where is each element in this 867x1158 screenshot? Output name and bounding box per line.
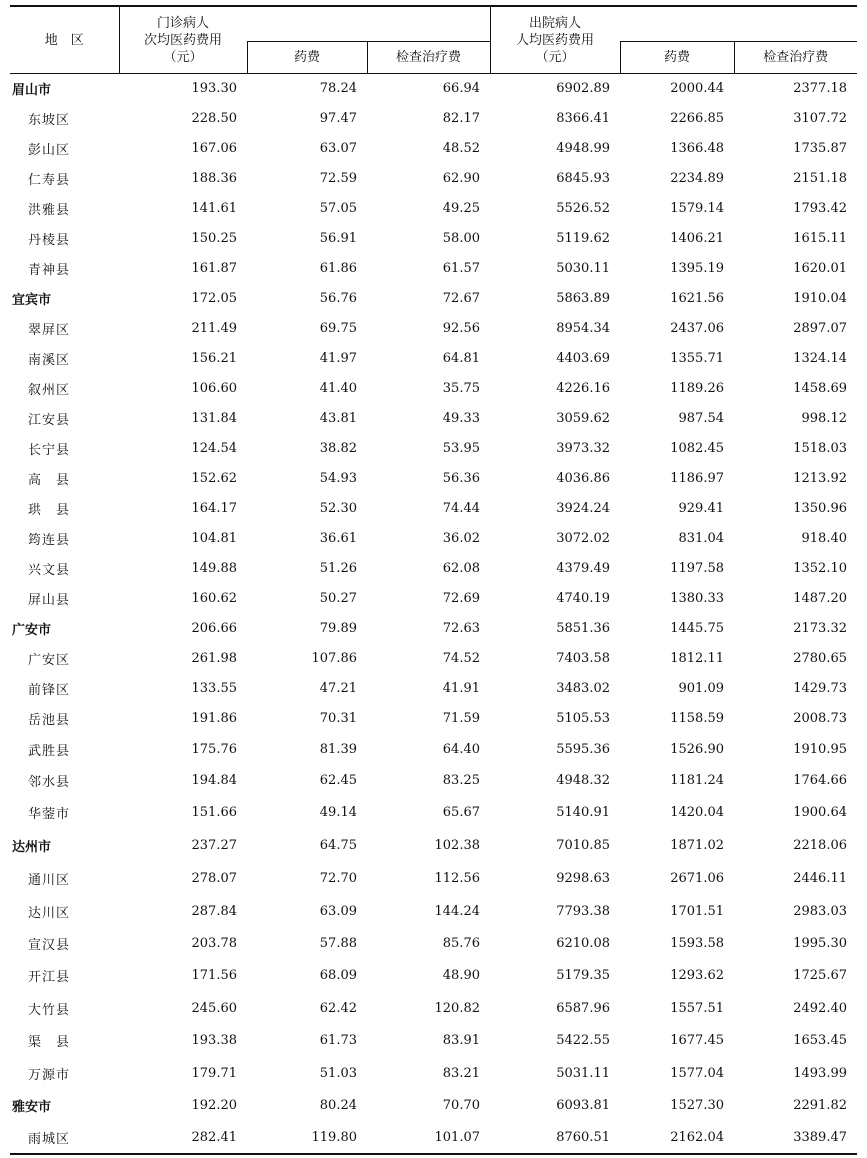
inpatient-drug-cell: 1406.21 (670, 231, 724, 246)
header-inpatient-breakdown-spacer (620, 6, 857, 42)
outpatient-exam-cell: 74.44 (442, 501, 480, 516)
outpatient-exam-cell: 120.82 (434, 1000, 480, 1016)
header-outpatient-line-3: （元） (163, 49, 203, 65)
outpatient-exam-cell: 49.25 (442, 201, 480, 216)
outpatient-exam-cell: 82.17 (442, 111, 480, 126)
outpatient-drug-cell: 56.91 (319, 231, 357, 246)
inpatient-exam-cell: 1793.42 (793, 201, 847, 216)
inpatient-exam-cell: 2780.65 (793, 651, 847, 666)
inpatient-cost-cell: 8954.34 (556, 321, 610, 336)
inpatient-cost-cell: 5031.11 (556, 1065, 610, 1081)
inpatient-cost-cell: 4403.69 (556, 351, 610, 366)
header-inpatient-cost (490, 6, 620, 74)
outpatient-exam-cell: 144.24 (434, 903, 480, 919)
region-name: 岳池县 (28, 713, 71, 728)
outpatient-exam-cell: 83.25 (442, 773, 480, 788)
region-name: 叙州区 (28, 383, 71, 398)
outpatient-cost-cell: 106.60 (191, 381, 237, 396)
county-row (10, 104, 857, 134)
outpatient-exam-cell: 49.33 (442, 411, 480, 426)
inpatient-exam-cell: 2291.82 (793, 1098, 847, 1113)
outpatient-cost-cell: 228.50 (191, 111, 237, 126)
inpatient-exam-cell: 1620.01 (793, 261, 847, 276)
inpatient-cost-cell: 8366.41 (556, 111, 610, 126)
inpatient-cost-cell: 4226.16 (556, 381, 610, 396)
region-name: 达州市 (12, 839, 52, 855)
county-row (10, 344, 857, 374)
inpatient-drug-cell: 901.09 (678, 681, 724, 696)
outpatient-exam-cell: 62.90 (442, 171, 480, 186)
inpatient-exam-cell: 1352.10 (793, 561, 847, 576)
outpatient-drug-cell: 97.47 (319, 111, 357, 126)
inpatient-drug-cell: 1557.51 (670, 1000, 724, 1016)
outpatient-cost-cell: 156.21 (191, 351, 237, 366)
inpatient-cost-cell: 7793.38 (556, 903, 610, 919)
county-row (10, 194, 857, 224)
region-name: 大竹县 (28, 1002, 71, 1018)
inpatient-drug-cell: 1812.11 (670, 651, 724, 666)
inpatient-drug-cell: 1380.33 (670, 591, 724, 606)
region-name: 渠 县 (28, 1035, 71, 1050)
inpatient-exam-cell: 1324.14 (793, 351, 847, 366)
inpatient-exam-cell: 1725.67 (793, 968, 847, 983)
region-name: 彭山区 (28, 143, 71, 158)
inpatient-cost-cell: 5030.11 (556, 261, 610, 276)
inpatient-exam-cell: 1518.03 (793, 441, 847, 456)
inpatient-cost-cell: 6093.81 (556, 1098, 610, 1113)
outpatient-exam-cell: 66.94 (442, 81, 480, 97)
region-name: 达川区 (28, 905, 71, 921)
outpatient-drug-cell: 61.73 (319, 1033, 357, 1048)
header-outpatient-exam: 检查治疗费 (367, 42, 490, 74)
region-name: 广安市 (12, 623, 52, 638)
inpatient-exam-cell: 2492.40 (793, 1000, 847, 1016)
region-name: 东坡区 (28, 113, 71, 128)
inpatient-cost-cell: 6845.93 (556, 171, 610, 186)
county-row (10, 1057, 857, 1090)
region-name: 江安县 (28, 413, 71, 428)
inpatient-cost-cell: 5526.52 (556, 201, 610, 216)
outpatient-drug-cell: 72.59 (319, 171, 357, 186)
outpatient-exam-cell: 72.63 (442, 621, 480, 636)
inpatient-exam-cell: 2008.73 (793, 711, 847, 726)
region-name: 广安区 (28, 653, 71, 668)
inpatient-cost-cell: 9298.63 (556, 870, 610, 886)
county-row (10, 314, 857, 344)
region-name: 宣汉县 (28, 938, 71, 953)
outpatient-exam-cell: 58.00 (442, 231, 480, 246)
city-row (10, 1090, 857, 1122)
header-outpatient-cost (119, 6, 247, 74)
region-name: 武胜县 (28, 743, 71, 759)
inpatient-drug-cell: 987.54 (678, 411, 724, 426)
inpatient-exam-cell: 1615.11 (793, 231, 847, 246)
inpatient-drug-cell: 1420.04 (670, 805, 724, 820)
inpatient-cost-cell: 5119.62 (556, 231, 610, 246)
outpatient-drug-cell: 62.42 (319, 1000, 357, 1016)
outpatient-cost-cell: 141.61 (191, 201, 237, 216)
county-row (10, 862, 857, 895)
outpatient-cost-cell: 149.88 (191, 561, 237, 576)
outpatient-cost-cell: 179.71 (191, 1065, 237, 1081)
inpatient-exam-cell: 1764.66 (793, 773, 847, 788)
inpatient-exam-cell: 1995.30 (793, 936, 847, 951)
outpatient-cost-cell: 193.38 (191, 1033, 237, 1048)
inpatient-cost-cell: 5140.91 (556, 805, 610, 820)
outpatient-cost-cell: 191.86 (191, 711, 237, 726)
outpatient-drug-cell: 36.61 (319, 531, 357, 546)
outpatient-cost-cell: 152.62 (191, 471, 237, 486)
outpatient-drug-cell: 64.75 (319, 837, 357, 853)
outpatient-drug-cell: 38.82 (319, 441, 357, 456)
inpatient-drug-cell: 1527.30 (670, 1098, 724, 1113)
header-outpatient-line-1: 门诊病人 (156, 15, 209, 31)
header-inpatient-exam: 检查治疗费 (734, 42, 857, 74)
outpatient-drug-cell: 52.30 (319, 501, 357, 516)
outpatient-cost-cell: 175.76 (191, 741, 237, 757)
outpatient-drug-cell: 72.70 (319, 870, 357, 886)
outpatient-cost-cell: 193.30 (191, 81, 237, 97)
inpatient-drug-cell: 1082.45 (670, 441, 724, 456)
outpatient-exam-cell: 85.76 (442, 936, 480, 951)
inpatient-drug-cell: 1395.19 (670, 261, 724, 276)
county-row (10, 134, 857, 164)
outpatient-cost-cell: 161.87 (191, 261, 237, 276)
inpatient-cost-cell: 3059.62 (556, 411, 610, 426)
table-header (10, 6, 857, 74)
city-row (10, 74, 857, 104)
region-name: 华蓥市 (28, 807, 71, 822)
county-row (10, 674, 857, 704)
region-name: 万源市 (28, 1067, 71, 1083)
outpatient-exam-cell: 92.56 (442, 321, 480, 336)
inpatient-drug-cell: 1621.56 (670, 291, 724, 306)
outpatient-exam-cell: 112.56 (434, 870, 480, 886)
outpatient-cost-cell: 194.84 (191, 773, 237, 788)
outpatient-drug-cell: 50.27 (319, 591, 357, 606)
region-name: 长宁县 (28, 443, 71, 458)
county-row (10, 992, 857, 1025)
inpatient-drug-cell: 1526.90 (670, 741, 724, 757)
outpatient-cost-cell: 164.17 (191, 501, 237, 516)
region-name: 筠连县 (28, 533, 71, 548)
inpatient-exam-cell: 2983.03 (793, 903, 847, 919)
outpatient-drug-cell: 107.86 (311, 651, 357, 666)
inpatient-exam-cell: 2897.07 (793, 321, 847, 336)
inpatient-drug-cell: 1677.45 (670, 1033, 724, 1048)
outpatient-exam-cell: 65.67 (442, 805, 480, 820)
city-row (10, 829, 857, 862)
county-row (10, 734, 857, 765)
county-row (10, 254, 857, 284)
outpatient-drug-cell: 79.89 (319, 621, 357, 636)
outpatient-drug-cell: 70.31 (319, 711, 357, 726)
county-row (10, 554, 857, 584)
outpatient-cost-cell: 160.62 (191, 591, 237, 606)
inpatient-drug-cell: 831.04 (678, 531, 724, 546)
county-row (10, 960, 857, 992)
county-row (10, 494, 857, 524)
statistics-table-wrapper (10, 5, 857, 1155)
outpatient-cost-cell: 131.84 (191, 411, 237, 426)
outpatient-cost-cell: 278.07 (191, 870, 237, 886)
region-name: 丹棱县 (28, 233, 71, 248)
outpatient-exam-cell: 71.59 (442, 711, 480, 726)
inpatient-exam-cell: 2173.32 (793, 621, 847, 636)
county-row (10, 404, 857, 434)
inpatient-cost-cell: 3924.24 (556, 501, 610, 516)
region-name: 仁寿县 (28, 173, 71, 188)
inpatient-drug-cell: 2000.44 (670, 81, 724, 97)
inpatient-exam-cell: 1350.96 (793, 501, 847, 516)
outpatient-cost-cell: 237.27 (191, 837, 237, 853)
outpatient-drug-cell: 80.24 (319, 1098, 357, 1113)
inpatient-exam-cell: 1910.95 (793, 741, 847, 757)
inpatient-cost-cell: 5179.35 (556, 968, 610, 983)
inpatient-cost-cell: 4948.32 (556, 773, 610, 788)
inpatient-exam-cell: 2377.18 (793, 81, 847, 97)
outpatient-drug-cell: 81.39 (319, 741, 357, 757)
outpatient-exam-cell: 41.91 (442, 681, 480, 696)
outpatient-cost-cell: 188.36 (191, 171, 237, 186)
inpatient-cost-cell: 7403.58 (556, 651, 610, 666)
region-name: 青神县 (28, 263, 71, 278)
inpatient-cost-cell: 4379.49 (556, 561, 610, 576)
outpatient-exam-cell: 74.52 (442, 651, 480, 666)
inpatient-cost-cell: 4036.86 (556, 471, 610, 486)
outpatient-drug-cell: 51.26 (319, 561, 357, 576)
outpatient-cost-cell: 151.66 (191, 805, 237, 820)
inpatient-exam-cell: 3107.72 (793, 111, 847, 126)
county-row (10, 1025, 857, 1057)
outpatient-cost-cell: 203.78 (191, 936, 237, 951)
outpatient-cost-cell: 124.54 (191, 441, 237, 456)
outpatient-exam-cell: 64.40 (442, 741, 480, 757)
inpatient-cost-cell: 4740.19 (556, 591, 610, 606)
inpatient-drug-cell: 1871.02 (670, 837, 724, 853)
region-name: 兴文县 (28, 563, 71, 578)
inpatient-exam-cell: 1429.73 (793, 681, 847, 696)
outpatient-drug-cell: 51.03 (319, 1065, 357, 1081)
inpatient-exam-cell: 918.40 (801, 531, 847, 546)
outpatient-exam-cell: 48.52 (442, 141, 480, 156)
inpatient-drug-cell: 1181.24 (670, 773, 724, 788)
region-name: 眉山市 (12, 83, 52, 99)
inpatient-drug-cell: 1366.48 (670, 141, 724, 156)
region-name: 邻水县 (28, 775, 71, 790)
city-row (10, 284, 857, 314)
region-name: 翠屏区 (28, 323, 71, 338)
outpatient-exam-cell: 64.81 (442, 351, 480, 366)
inpatient-cost-cell: 3483.02 (556, 681, 610, 696)
inpatient-drug-cell: 1355.71 (670, 351, 724, 366)
outpatient-exam-cell: 53.95 (442, 441, 480, 456)
region-name: 宜宾市 (12, 293, 52, 308)
header-inpatient-line-3: （元） (535, 49, 575, 65)
inpatient-cost-cell: 4948.99 (556, 141, 610, 156)
outpatient-cost-cell: 211.49 (191, 321, 237, 336)
header-outpatient-breakdown-spacer (247, 6, 490, 42)
inpatient-exam-cell: 1487.20 (793, 591, 847, 606)
outpatient-cost-cell: 167.06 (191, 141, 237, 156)
outpatient-cost-cell: 192.20 (191, 1098, 237, 1113)
county-row (10, 644, 857, 674)
outpatient-drug-cell: 119.80 (247, 1122, 367, 1154)
outpatient-drug-cell: 68.09 (319, 968, 357, 983)
inpatient-cost-cell: 5863.89 (556, 291, 610, 306)
outpatient-cost-cell: 104.81 (191, 531, 237, 546)
inpatient-drug-cell: 1579.14 (670, 201, 724, 216)
region-name: 屏山县 (28, 593, 71, 608)
outpatient-exam-cell: 72.69 (442, 591, 480, 606)
region-name: 珙 县 (28, 503, 71, 518)
inpatient-cost-cell: 5105.53 (556, 711, 610, 726)
inpatient-drug-cell: 2437.06 (670, 321, 724, 336)
region-name: 雨城区 (10, 1122, 119, 1154)
inpatient-cost-cell: 5595.36 (556, 741, 610, 757)
outpatient-cost-cell: 133.55 (191, 681, 237, 696)
outpatient-drug-cell: 69.75 (319, 321, 357, 336)
header-inpatient-line-1: 出院病人 (528, 15, 581, 31)
county-row (10, 895, 857, 928)
inpatient-cost-cell: 3973.32 (556, 441, 610, 456)
header-region: 地 区 (10, 6, 119, 74)
outpatient-exam-cell: 36.02 (442, 531, 480, 546)
region-name: 高 县 (28, 473, 71, 488)
county-row (10, 765, 857, 797)
header-inpatient-line-2: 人均医药费用 (515, 32, 594, 48)
inpatient-exam-cell: 1735.87 (793, 141, 847, 156)
region-name: 通川区 (28, 872, 71, 888)
inpatient-drug-cell: 1593.58 (670, 936, 724, 951)
inpatient-drug-cell: 1186.97 (670, 471, 724, 486)
inpatient-cost-cell: 3072.02 (556, 531, 610, 546)
inpatient-drug-cell: 2234.89 (670, 171, 724, 186)
outpatient-drug-cell: 62.45 (319, 773, 357, 788)
region-name: 雅安市 (12, 1100, 52, 1115)
region-name: 开江县 (28, 970, 71, 985)
inpatient-exam-cell: 3389.47 (734, 1122, 857, 1154)
outpatient-cost-cell: 172.05 (191, 291, 237, 306)
region-name: 南溪区 (28, 353, 71, 368)
inpatient-exam-cell: 2151.18 (793, 171, 847, 186)
outpatient-exam-cell: 48.90 (442, 968, 480, 983)
outpatient-drug-cell: 57.05 (319, 201, 357, 216)
inpatient-cost-cell: 6902.89 (556, 81, 610, 97)
inpatient-exam-cell: 1653.45 (793, 1033, 847, 1048)
medical-cost-table (10, 5, 857, 1155)
inpatient-cost-cell: 8760.51 (490, 1122, 620, 1154)
inpatient-exam-cell: 998.12 (801, 411, 847, 426)
inpatient-cost-cell: 5422.55 (556, 1033, 610, 1048)
outpatient-drug-cell: 54.93 (319, 471, 357, 486)
outpatient-exam-cell: 61.57 (442, 261, 480, 276)
outpatient-exam-cell: 83.91 (442, 1033, 480, 1048)
outpatient-cost-cell: 287.84 (191, 903, 237, 919)
inpatient-exam-cell: 2446.11 (793, 870, 847, 886)
outpatient-cost-cell: 261.98 (191, 651, 237, 666)
county-row (10, 164, 857, 194)
outpatient-drug-cell: 41.97 (319, 351, 357, 366)
outpatient-drug-cell: 63.07 (319, 141, 357, 156)
county-row (10, 464, 857, 494)
inpatient-exam-cell: 1910.04 (793, 291, 847, 306)
region-name: 前锋区 (28, 683, 71, 698)
outpatient-cost-cell: 150.25 (191, 231, 237, 246)
inpatient-drug-cell: 1445.75 (670, 621, 724, 636)
outpatient-drug-cell: 47.21 (319, 681, 357, 696)
county-row (10, 584, 857, 614)
inpatient-drug-cell: 1293.62 (670, 968, 724, 983)
inpatient-drug-cell: 1197.58 (670, 561, 724, 576)
inpatient-exam-cell: 1458.69 (793, 381, 847, 396)
outpatient-exam-cell: 62.08 (442, 561, 480, 576)
header-outpatient-drug: 药费 (247, 42, 367, 74)
inpatient-drug-cell: 2266.85 (670, 111, 724, 126)
outpatient-drug-cell: 57.88 (319, 936, 357, 951)
inpatient-cost-cell: 7010.85 (556, 837, 610, 853)
outpatient-cost-cell: 171.56 (191, 968, 237, 983)
inpatient-drug-cell: 2162.04 (620, 1122, 734, 1154)
header-outpatient-line-2: 次均医药费用 (143, 32, 222, 48)
outpatient-exam-cell: 102.38 (434, 837, 480, 853)
inpatient-cost-cell: 5851.36 (556, 621, 610, 636)
city-row (10, 614, 857, 644)
inpatient-drug-cell: 929.41 (678, 501, 724, 516)
outpatient-cost-cell: 282.41 (119, 1122, 247, 1154)
outpatient-drug-cell: 56.76 (319, 291, 357, 306)
outpatient-cost-cell: 245.60 (191, 1000, 237, 1016)
outpatient-exam-cell: 72.67 (442, 291, 480, 306)
region-name: 洪雅县 (28, 203, 71, 218)
county-row (10, 704, 857, 734)
inpatient-exam-cell: 1493.99 (793, 1065, 847, 1081)
outpatient-exam-cell: 35.75 (442, 381, 480, 396)
outpatient-drug-cell: 61.86 (319, 261, 357, 276)
county-row (10, 524, 857, 554)
header-inpatient-drug: 药费 (620, 42, 734, 74)
outpatient-exam-cell: 70.70 (442, 1098, 480, 1113)
outpatient-drug-cell: 43.81 (319, 411, 357, 426)
county-row (10, 1122, 857, 1154)
inpatient-cost-cell: 6587.96 (556, 1000, 610, 1016)
county-row (10, 928, 857, 960)
outpatient-drug-cell: 41.40 (319, 381, 357, 396)
outpatient-drug-cell: 78.24 (319, 81, 357, 97)
inpatient-exam-cell: 2218.06 (793, 837, 847, 853)
inpatient-exam-cell: 1900.64 (793, 805, 847, 820)
outpatient-drug-cell: 63.09 (319, 903, 357, 919)
outpatient-exam-cell: 101.07 (367, 1122, 490, 1154)
outpatient-exam-cell: 56.36 (442, 471, 480, 486)
outpatient-exam-cell: 83.21 (442, 1065, 480, 1081)
inpatient-drug-cell: 1577.04 (670, 1065, 724, 1081)
inpatient-exam-cell: 1213.92 (793, 471, 847, 486)
outpatient-drug-cell: 49.14 (319, 805, 357, 820)
county-row (10, 224, 857, 254)
table-body (10, 74, 857, 1154)
inpatient-drug-cell: 1158.59 (670, 711, 724, 726)
outpatient-cost-cell: 206.66 (191, 621, 237, 636)
inpatient-drug-cell: 2671.06 (670, 870, 724, 886)
county-row (10, 374, 857, 404)
inpatient-drug-cell: 1189.26 (670, 381, 724, 396)
inpatient-cost-cell: 6210.08 (556, 936, 610, 951)
inpatient-drug-cell: 1701.51 (670, 903, 724, 919)
county-row (10, 434, 857, 464)
county-row (10, 797, 857, 829)
